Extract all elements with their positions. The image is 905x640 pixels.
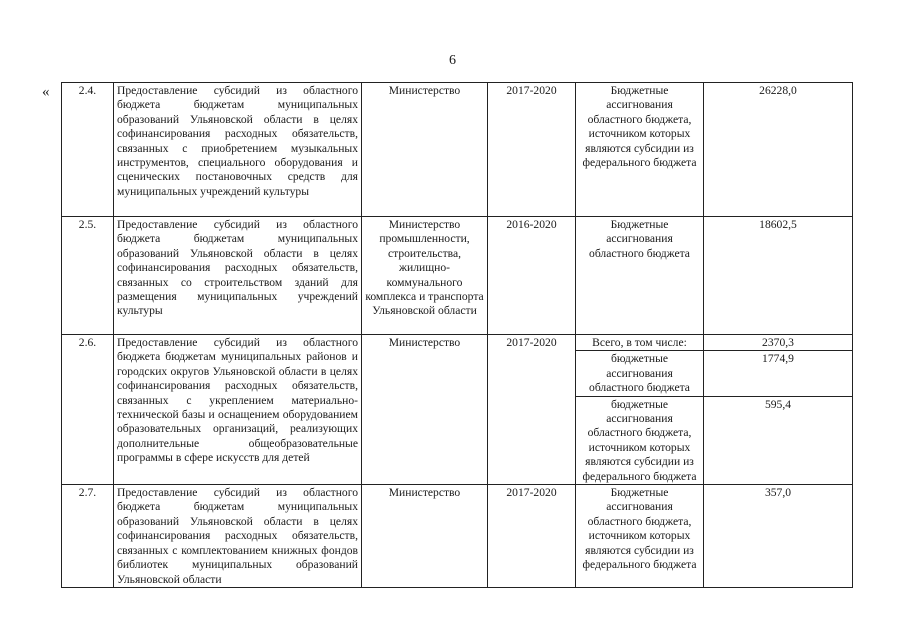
- row-funding-source: Бюджетные ассигнования областного бюджета, источником которых являются субсидии из федерального бюджета: [576, 83, 704, 217]
- row-amount: 357,0: [704, 485, 853, 588]
- row-funding-source-total: Всего, в том числе:: [576, 335, 704, 351]
- row-period: 2017-2020: [488, 83, 576, 217]
- row-executor: Министерство: [362, 335, 488, 485]
- row-number: 2.7.: [62, 485, 114, 588]
- row-funding-source: Бюджетные ассигнования областного бюджета, источником которых являются субсидии из федерального бюджета: [576, 485, 704, 588]
- row-funding-source: бюджетные ассигнования областного бюджета: [576, 351, 704, 396]
- table-row: [62, 335, 853, 351]
- row-period: 2017-2020: [488, 335, 576, 485]
- row-executor: Министерство: [362, 83, 488, 217]
- opening-quote: «: [42, 84, 50, 100]
- page-number: 6: [449, 53, 456, 68]
- row-amount: 1774,9: [704, 351, 853, 396]
- table-row: [62, 83, 853, 217]
- row-executor: Министерство: [362, 485, 488, 588]
- row-description: Предоставление субсидий из областного бюджета бюджетам муниципальных образований Ульяновской области в целях софинансирования расходных обязательств, связанных с приобретением музыкальных инструментов, специального оборудования и сценических постановочных средств для муниципальных учреждений культуры: [114, 83, 362, 217]
- row-number: 2.6.: [62, 335, 114, 485]
- table-row: [62, 217, 853, 335]
- row-description: Предоставление субсидий из областного бюджета бюджетам муниципальных образований Ульяновской области в целях софинансирования расходных обязательств, связанных со строительством зданий для размещения муниципальных учреждений культуры: [114, 217, 362, 335]
- row-amount: 595,4: [704, 396, 853, 484]
- row-description: Предоставление субсидий из областного бюджета бюджетам муниципальных районов и городских округов Ульяновской области в целях софинансирования расходных обязательств, связанных с укреплением материально-технической базы и оснащением оборудованием образовательных организаций, реализующих дополнительные общеобразовательные программы в сфере искусств для детей: [114, 335, 362, 485]
- row-funding-source: бюджетные ассигнования областного бюджета, источником которых являются субсидии из федерального бюджета: [576, 396, 704, 484]
- row-executor: Министерство промышленности, строительства, жилищно-коммунального комплекса и транспорта Ульяновской области: [362, 217, 488, 335]
- row-funding-source: Бюджетные ассигнования областного бюджета: [576, 217, 704, 335]
- row-description: Предоставление субсидий из областного бюджета бюджетам муниципальных образований Ульяновской области в целях софинансирования расходных обязательств, связанных с комплектованием книжных фондов библиотек муниципальных образований Ульяновской области: [114, 485, 362, 588]
- measures-table: [61, 82, 853, 588]
- row-number: 2.4.: [62, 83, 114, 217]
- row-number: 2.5.: [62, 217, 114, 335]
- row-period: 2016-2020: [488, 217, 576, 335]
- row-amount: 18602,5: [704, 217, 853, 335]
- row-amount-total: 2370,3: [704, 335, 853, 351]
- table-row: [62, 485, 853, 588]
- row-period: 2017-2020: [488, 485, 576, 588]
- row-amount: 26228,0: [704, 83, 853, 217]
